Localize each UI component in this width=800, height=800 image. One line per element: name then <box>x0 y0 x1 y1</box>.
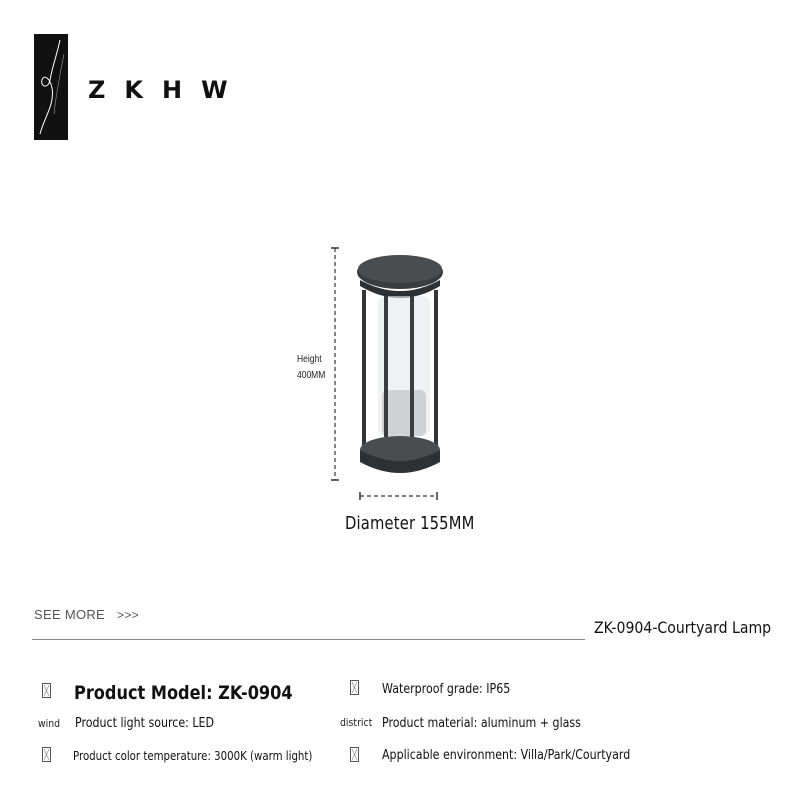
see-more-label: SEE MORE <box>34 607 106 622</box>
spec-environment: Applicable environment: Villa/Park/Courtyard <box>382 748 631 763</box>
height-label: Height <box>297 354 322 365</box>
missing-glyph-icon <box>42 683 51 698</box>
see-more-arrows: >>> <box>117 608 139 622</box>
spec-tag-district: district <box>340 716 373 729</box>
height-dimension-line <box>331 248 339 480</box>
spec-material: Product material: aluminum + glass <box>382 716 581 731</box>
spec-color-temperature: Product color temperature: 3000K (warm light) <box>73 749 313 763</box>
logo-line-art-icon <box>34 34 68 140</box>
diameter-dimension-line <box>360 492 437 500</box>
missing-glyph-icon <box>350 747 359 762</box>
spec-model: Product Model: ZK-0904 <box>74 682 293 704</box>
spec-light-source: Product light source: LED <box>75 716 215 731</box>
spec-waterproof: Waterproof grade: IP65 <box>382 682 511 697</box>
missing-glyph-icon <box>42 747 51 762</box>
divider <box>32 639 585 640</box>
diameter-label: Diameter 155MM <box>345 513 475 534</box>
brand-name: ZKHW <box>88 76 247 104</box>
spec-tag-wind: wind <box>38 717 61 730</box>
height-value: 400MM <box>297 370 326 381</box>
see-more-link[interactable] <box>34 607 139 622</box>
brand-logo-mark <box>34 34 68 140</box>
product-title: ZK-0904-Courtyard Lamp <box>594 618 772 637</box>
missing-glyph-icon <box>350 680 359 695</box>
